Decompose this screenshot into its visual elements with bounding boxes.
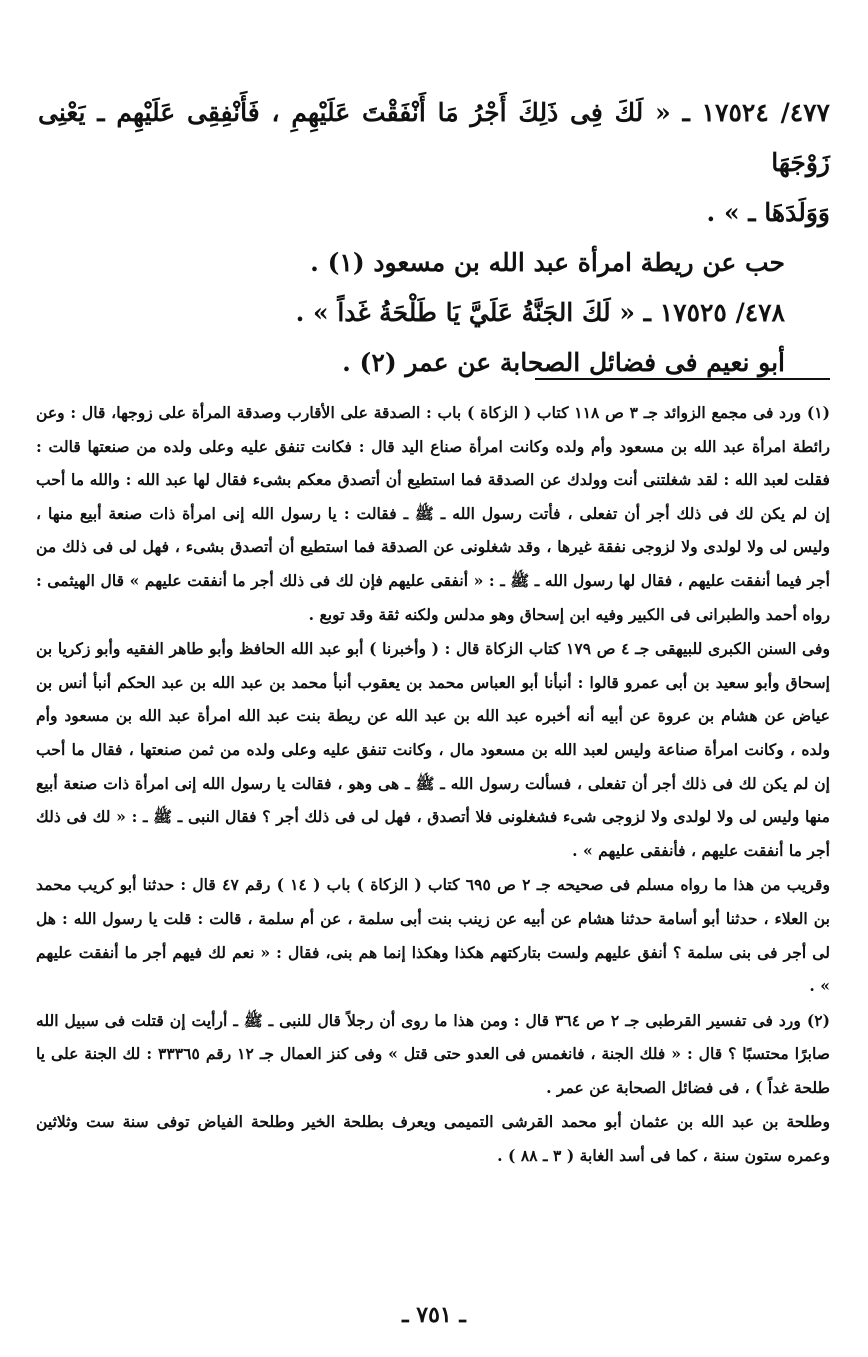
hadith-477-line2: وَوَلَدَهَا ـ » . [706, 198, 830, 227]
footnote-1-majma: (١) ورد فى مجمع الزوائد جـ ٣ ص ١١٨ كتاب ( الزكاة ) باب : الصدقة على الأقارب وصدقة المرأة على زوجها، قال : وعن رائطة امرأة عبد الله بن مسعود وأم ولده وكانت امرأة صناع اليد قال : فكانت تنفق عليه وعلى ولده من صنعتها قالت : فقلت لعبد الله : لقد شغلتنى أنت وولدك عن الصدقة فما استطيع أن أتصدق معكم بشىء فقال لها عبد الله : والله ما أحب إن لم يكن لك فى ذلك أجر أن تفعلى ، فأتت رسول الله ـ ﷺ ـ فقالت : يا رسول الله إنى امرأة ذات صنعة أبيع منها ، وليس لى ولا لولدى ولا لزوجى نفقة غيرها ، وقد شغلونى عن الصدقة فما استطيع أن أتصدق بشىء ، فهل لى فى ذلك من أجر فيما أنفقت عليهم ، فقال لها رسول الله ـ ﷺ ـ : « أنفقى عليهم فإن لك فى ذلك أجر ما أنفقت عليهم » قال الهيثمى : رواه أحمد والطبرانى فى الكبير وفيه ابن إسحاق وهو مدلس ولكنه ثقة وقد توبع . [36, 403, 830, 624]
footnotes [36, 396, 830, 1174]
main-text [38, 88, 830, 388]
footnote-divider [535, 378, 830, 380]
hadith-478: ٤٧٨/ ١٧٥٢٥ ـ « لَكَ الجَنَّةُ عَلَيَّ يَا طَلْحَةُ غَداً » . [295, 298, 785, 327]
page-number: ـ ٧٥١ ـ [402, 1302, 466, 1328]
footnote-2-talha: وطلحة بن عبد الله بن عثمان أبو محمد القرشى التميمى ويعرف بطلحة الخير وطلحة الفياض توفى سنة ست وثلاثين وعمره ستون سنة ، كما فى أسد الغابة ( ٣ ـ ٨٨ ) . [36, 1112, 830, 1166]
hadith-477-source: حب عن ريطة امرأة عبد الله بن مسعود (١) . [310, 248, 785, 277]
footnote-1-muslim: وقريب من هذا ما رواه مسلم فى صحيحه جـ ٢ ص ٦٩٥ كتاب ( الزكاة ) باب ( ١٤ ) رقم ٤٧ قال : حدثنا أبو كريب محمد بن العلاء ، حدثنا أبو أسامة حدثنا هشام عن أبيه عن زينب بنت أبى سلمة ، عن أم سلمة ، قالت : قلت يا رسول الله : هل لى أجر فى بنى سلمة ؟ أنفق عليهم ولست بتاركتهم هكذا وهكذا إنما هم بنى، فقال : « نعم لك فيهم أجر ما أنفقت عليهم » . [36, 875, 830, 996]
hadith-478-source: أبو نعيم فى فضائل الصحابة عن عمر (٢) . [342, 348, 785, 377]
footnote-2-qurtubi: (٢) ورد فى تفسير القرطبى جـ ٢ ص ٣٦٤ قال : ومن هذا ما روى أن رجلاً قال للنبى ـ ﷺ ـ أرأيت إن قتلت فى سبيل الله صابرًا محتسبًا ؟ قال : « فلك الجنة ، فانغمس فى العدو حتى قتل » وفى كنز العمال جـ ١٢ رقم ٣٣٣٦٥ : لك الجنة على يا طلحة غداً ) ، فى فضائل الصحابة عن عمر . [36, 1010, 830, 1097]
hadith-477-line1: ٤٧٧/ ١٧٥٢٤ ـ « لَكَ فِى ذَلِكَ أَجْرُ مَا أَنْفَقْتَ عَلَيْهِمِ ، فَأَنْفِقِى عَلَيْهِم ـ يَعْنِى زَوْجَهَا [38, 98, 830, 177]
footnote-1-bayhaqi: وفى السنن الكبرى للبيهقى جـ ٤ ص ١٧٩ كتاب الزكاة قال : ( وأخبرنا ) أبو عبد الله الحافظ وأبو طاهر الفقيه وأبو زكريا بن إسحاق وأبو سعيد بن أبى عمرو قالوا : أنبأنا أبو العباس محمد بن يعقوب أنبأ محمد بن عبد الله بن عبد الحكم أنبأ أنس بن عياض عن هشام بن عروة عن أبيه أنه أخبره عبد الله بن عبد الله عن ريطة بنت عبد الله امرأة عبد الله بن مسعود وأم ولده ، وكانت امرأة صناعة وليس لعبد الله بن مسعود مال ، وكانت تنفق عليه وعلى ولده من ثمن صنعتها ، فقال ما أحب إن لم يكن لك فى ذلك أجر أن تفعلى ، فسألت رسول الله ـ ﷺ ـ هى وهو ، فقالت يا رسول الله إنى امرأة ذات صنعة أبيع منها وليس لى ولا لولدى ولا لزوجى شىء فشغلونى فلا أتصدق ، فهل لى فى ذلك أجر ؟ فقال النبى ـ ﷺ ـ : « لك فى ذلك أجر ما أنفقت عليهم ، فأنفقى عليهم » . [36, 639, 830, 860]
